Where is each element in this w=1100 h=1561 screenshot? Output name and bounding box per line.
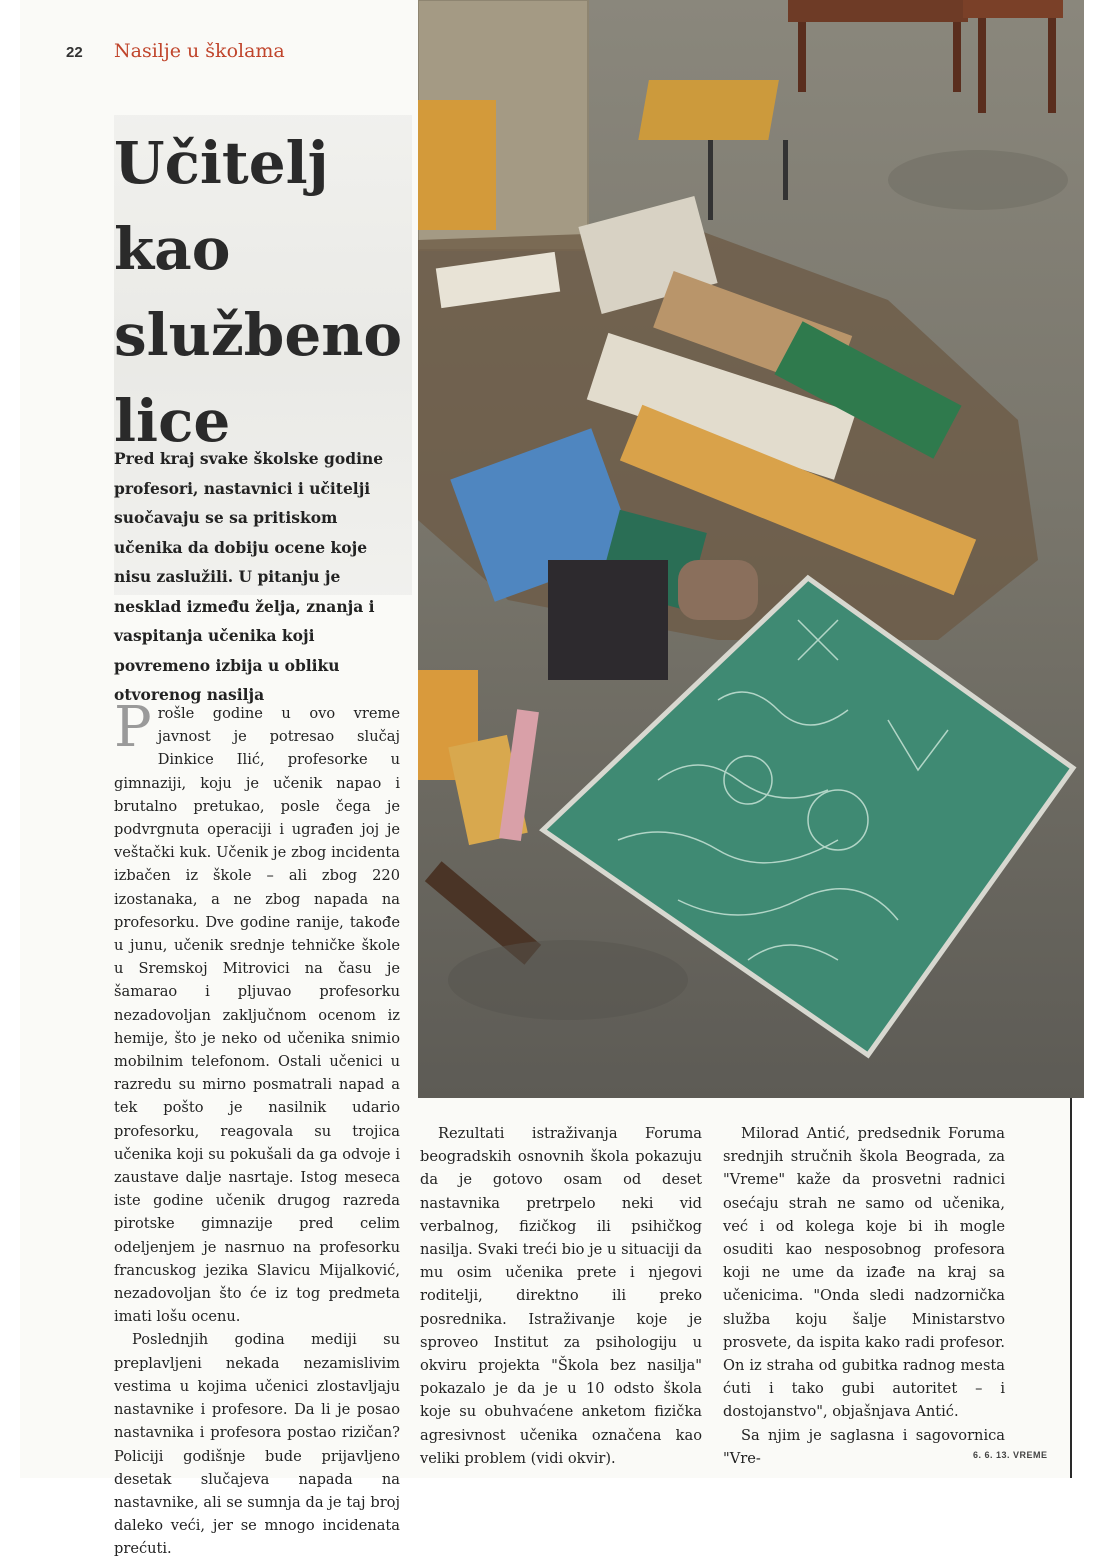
magazine-name: VREME xyxy=(1013,1450,1048,1460)
body-column-3 xyxy=(723,1122,1005,1470)
headline-line: Učitelj xyxy=(114,129,329,197)
magazine-page xyxy=(20,0,1072,1558)
issue-date: 6. 6. 13. xyxy=(973,1450,1011,1460)
paragraph: Milorad Antić, predsednik Foruma srednjih stručnih škola Beograda, za "Vreme" kaže da prosvetni radnici osećaju strah ne samo od učenika, već i od kolega koje bi ih mogle osuditi kao nesposobnog profesora koji ne ume da izađe na kraj sa učenicima. "Onda sledi nadzornička služba koju šalje Ministarstvo prosvete, da ispita kako radi profesor. On iz straha od gubitka radnog mesta ćuti i tako gubi autoritet – i dostojanstvo", objašnjava Antić. xyxy=(723,1125,1005,1421)
page-footer xyxy=(973,1450,1048,1460)
page-number: 22 xyxy=(66,44,83,61)
article-lede: Pred kraj svake školske godine profesori, nastavnici i učitelji suočavaju se sa pritiskom učenika da dobiju ocene koje nisu zaslužili. U pitanju je nesklad između želja, znanja i vaspitanja učenika koji povremeno izbija u obliku otvorenog nasilja xyxy=(114,449,384,704)
article-headline xyxy=(114,120,414,464)
section-title: Nasilje u školama xyxy=(114,40,285,62)
drop-cap: P xyxy=(114,695,152,760)
headline-line: službeno xyxy=(114,301,403,369)
body-column-2 xyxy=(420,1122,702,1470)
photo-school-debris xyxy=(418,0,1084,1098)
paragraph-text: rošle godine u ovo vreme javnost je potresao slučaj Dinkice Ilić, profesorke u gimnaziji, koju je učenik napao i brutalno pretukao, posle čega je podvrgnuta operaciji i ugrađen joj je veštački kuk. Učenik je zbog incidenta izbačen iz škole – ali zbog 220 izostanaka, a ne zbog napada na profesorku. Dve godine ranije, takođe u junu, učenik srednje tehničke škole u Sremskoj Mitrovici na času je šamarao i pljuvao profesorku nezadovoljan zaključnom ocenom iz hemije, što je neko od učenika snimio mobilnim telefonom. Ostali učenici u razredu su mirno posmatrali napad a tek pošto je nasilnik udario profesorku, reagovala su trojica učenika koji su pokušali da ga odvoje i zaustave dalje nasrtaje. Istog meseca iste godine učenik drugog razreda pirotske gimnazije pred celim odeljenjem je nasrnuo na profesorku francuskog jezika Slavicu Mijalković, nezadovoljan što će iz tog predmeta imati lošu ocenu. xyxy=(114,705,400,1326)
article-photo xyxy=(418,0,1084,1098)
body-column-1 xyxy=(114,695,400,1561)
headline-line: kao xyxy=(114,215,231,283)
paragraph: Poslednjih godina mediji su preplavljeni nekada nezamislivim vestima u kojima učenici zlostavljaju nastavnike i profesore. Da li je posao nastavnika i profesora postao rizičan? Policiji godišnje bude prijavljeno desetak slučajeva napada na nastavnike, ali se sumnja da je taj broj daleko veći, jer se mnogo incidenata prećuti. xyxy=(114,1331,400,1558)
paragraph xyxy=(114,695,400,1328)
headline-line: lice xyxy=(114,387,231,455)
paragraph: Rezultati istraživanja Foruma beogradskih osnovnih škola pokazuju da je gotovo osam od deset nastavnika pretrpelo neki vid verbalnog, fizičkog ili psihičkog nasilja. Svaki treći bio je u situaciji da mu osim učenika prete i njegovi roditelji, direktno ili preko posrednika. Istraživanje koje je sproveo Institut za psihologiju u okviru projekta "Škola bez nasilja" pokazalo je da je u 10 odsto škola koje su obuhvaćene anketom fizička agresivnost učenika označena kao veliki problem (vidi okvir). xyxy=(420,1125,702,1467)
paragraph: Sa njim je saglasna i sagovornica "Vre- xyxy=(723,1426,1005,1467)
